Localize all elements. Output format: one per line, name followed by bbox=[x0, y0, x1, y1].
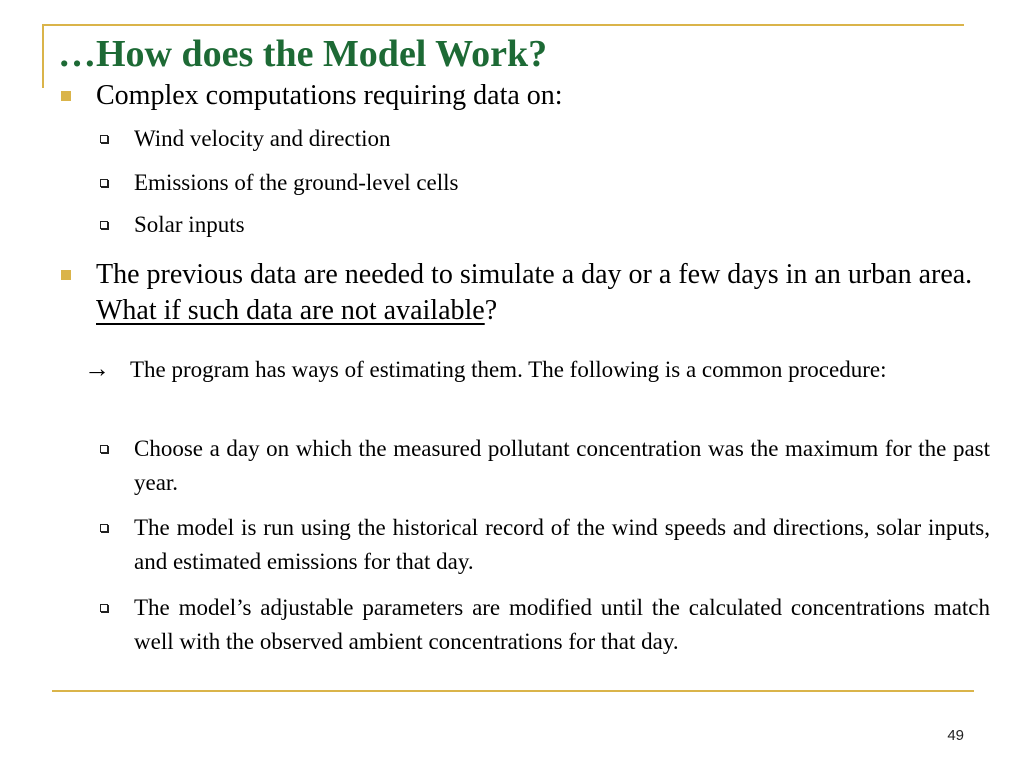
right-arrow-icon: → bbox=[84, 354, 110, 383]
sub-item-text: Wind velocity and direction bbox=[134, 126, 391, 151]
hollow-square-bullet-icon bbox=[100, 445, 108, 453]
sub-item-text: The model is run using the historical record of the wind speeds and directions, solar inputs, and estimated emissions for that day. bbox=[134, 515, 990, 574]
hollow-square-bullet-icon bbox=[100, 524, 108, 532]
sub-item-text: Solar inputs bbox=[134, 212, 245, 237]
left-border-line bbox=[42, 24, 44, 88]
bullet-complex-computations bbox=[96, 78, 990, 114]
sub-item-adjust-parameters bbox=[134, 591, 990, 659]
bullet-text: Complex computations requiring data on: bbox=[96, 80, 563, 111]
hollow-square-bullet-icon bbox=[100, 221, 108, 229]
sub-item-choose-day bbox=[134, 432, 990, 500]
top-border-line bbox=[42, 24, 964, 26]
page-number: 49 bbox=[947, 727, 964, 744]
arrow-paragraph-text: The program has ways of estimating them. The following is a common procedure: bbox=[130, 357, 887, 382]
sub-item-model-run bbox=[134, 511, 990, 579]
slide-title: …How does the Model Work? bbox=[58, 33, 548, 75]
question-mark: ? bbox=[484, 295, 498, 326]
bullet-text: The previous data are needed to simulate a day or a few days in an urban area. bbox=[96, 259, 973, 290]
hollow-square-bullet-icon bbox=[100, 179, 108, 187]
hollow-square-bullet-icon bbox=[100, 604, 108, 612]
bottom-border-line bbox=[52, 690, 974, 692]
sub-item-solar bbox=[134, 208, 990, 242]
square-bullet-icon bbox=[61, 91, 71, 101]
sub-item-text: Emissions of the ground-level cells bbox=[134, 170, 459, 195]
underlined-question: What if such data are not available bbox=[96, 295, 485, 326]
arrow-paragraph bbox=[84, 352, 990, 388]
bullet-previous-data bbox=[96, 257, 990, 329]
square-bullet-icon bbox=[61, 270, 71, 280]
sub-item-text: The model’s adjustable parameters are modified until the calculated concentrations match well with the observed ambient concentrations for that day. bbox=[134, 595, 990, 654]
sub-item-wind bbox=[134, 122, 990, 156]
sub-item-text: Choose a day on which the measured pollutant concentration was the maximum for the past year. bbox=[134, 436, 990, 495]
sub-item-emissions bbox=[134, 166, 990, 200]
hollow-square-bullet-icon bbox=[100, 135, 108, 143]
